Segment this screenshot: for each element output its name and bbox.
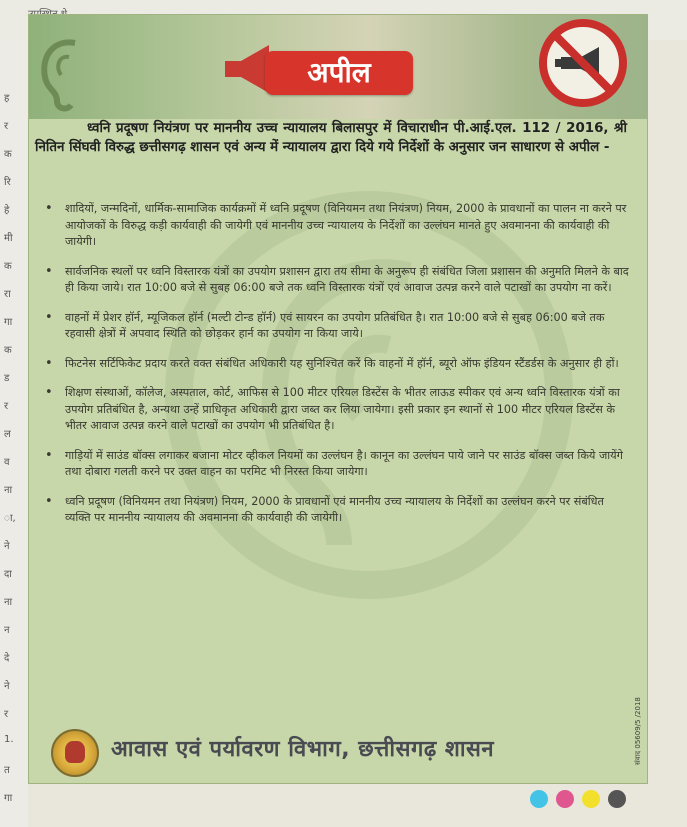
left-column-fragment: र: [4, 121, 9, 132]
left-column-fragment: ने: [4, 681, 10, 692]
left-column-fragment: 1.: [4, 734, 14, 745]
registration-dot: [582, 790, 600, 808]
appeal-point: [43, 201, 633, 251]
state-emblem-icon: [51, 729, 99, 777]
left-column-fragment: र: [4, 401, 9, 412]
left-column-fragment: ह: [4, 93, 10, 104]
ad-footer: [49, 727, 629, 777]
department-name: आवास एवं पर्यावरण विभाग, छत्तीसगढ़ शासन: [111, 737, 495, 762]
left-column-fragment: त: [4, 765, 10, 776]
left-column-fragment: ा,: [4, 513, 16, 524]
left-column-fragment: मी: [4, 233, 13, 244]
appeal-point-text: शिक्षण संस्थाओं, कॉलेज, अस्पताल, कोर्ट, आफिस से 100 मीटर एरियल डिस्टेंस के भीतर लाऊड स्पीकर एवं अन्य ध्वनि विस्तारक यंत्रों का उपयोग प्रतिबंधित है, अन्यथा उन्हें प्राधिकृत अधिकारी द्वारा जब्त कर लिया जायेगा। इसी प्रकार इन स्थानों से 100 मीटर एरियल डिस्टेंस के भीतर आवाज उत्पन्न करने वाले पटाखों का उपयोग भी प्रतिबंधित है।: [65, 386, 620, 432]
left-column-fragment: क: [4, 261, 12, 272]
left-column-fragment: ना: [4, 485, 13, 496]
bullet-icon: •: [45, 355, 53, 371]
appeal-point-text: फिटनेस सर्टिफिकेट प्रदाय करते वक्त संबंधित अधिकारी यह सुनिश्चित करें कि वाहनों में हॉर्न, ब्यूरो ऑफ इंडियन स्टैंडर्डस के अनुसार ही हों।: [65, 356, 619, 370]
left-column-fragment: ल: [4, 429, 11, 440]
appeal-intro-text: ध्वनि प्रदूषण नियंत्रण पर माननीय उच्च न्यायालय बिलासपुर में विचाराधीन पी.आई.एल. 112 / 2016, श्री नितिन सिंघवी विरुद्ध छत्तीसगढ़ शासन एवं अन्य में न्यायालय द्वारा दिये गये निर्देशों के अनुसार जन साधारण से अपील -: [35, 121, 627, 155]
left-column-fragment: रि: [4, 177, 11, 188]
appeal-point-text: शादियों, जन्मदिनों, धार्मिक-सामाजिक कार्यक्रमों में ध्वनि प्रदूषण (विनियमन तथा नियंत्रण) नियम, 2000 के प्रावधानों का पालन ना करने पर आयोजकों के विरुद्ध कड़ी कार्यवाही की जायेगी एवं माननीय उच्च न्यायालय के निर्देशों का उल्लंघन मानते हुए अवमानना की कार्यवाही की जायेगी।: [65, 202, 627, 248]
registration-dot: [530, 790, 548, 808]
bullet-icon: •: [45, 263, 53, 279]
left-column-fragment: ड: [4, 373, 10, 384]
left-column-fragment: न: [4, 625, 10, 636]
left-column-fragment: क: [4, 345, 12, 356]
left-column-fragment: हे: [4, 205, 10, 216]
ad-header: [29, 15, 648, 119]
newspaper-left-column: [0, 40, 28, 827]
appeal-point: [43, 356, 633, 373]
appeal-point-text: ध्वनि प्रदूषण (विनियमन तथा नियंत्रण) नियम, 2000 के प्रावधानों एवं माननीय उच्च न्यायालय के निर्देशों का उल्लंघन करने पर संबंधित व्यक्ति पर माननीय न्यायालय की अवमानना की कार्यवाही की जायेगी।: [65, 494, 604, 524]
no-horn-icon: [537, 17, 629, 109]
appeal-point: [43, 385, 633, 435]
bullet-icon: •: [45, 201, 53, 216]
side-credit-text: संवाद 05609/5 /2018: [634, 697, 642, 765]
appeal-point-text: वाहनों में प्रेशर हॉर्न, म्यूजिकल हॉर्न (मल्टी टोन्ड हॉर्न) एवं सायरन का उपयोग प्रतिबंधित है। रात 10:00 बजे से सुबह 06:00 बजे तक रहवासी क्षेत्रों में अपवाद स्थिति को छोड़कर हार्न का उपयोग ना किया जाये।: [65, 310, 605, 340]
left-column-fragment: ना: [4, 597, 13, 608]
appeal-point: [43, 310, 633, 343]
ear-icon: [35, 35, 95, 113]
appeal-point-text: गाड़ियों में साउंड बॉक्स लगाकर बजाना मोटर व्हीकल नियमों का उल्लंघन है। कानून का उल्लंघन पाये जाने पर साउंड बॉक्स जब्त किये जायेंगे तथा दोबारा गलती करने पर उक्त वाहन का परमिट भी निरस्त किया जायेगा।: [65, 448, 623, 478]
left-column-fragment: दे: [4, 653, 10, 664]
registration-dots: [530, 790, 670, 810]
bullet-icon: •: [45, 493, 53, 509]
bullet-icon: •: [45, 309, 53, 325]
bullet-icon: •: [45, 447, 53, 463]
appeal-point: [43, 264, 633, 297]
appeal-intro: [35, 119, 627, 157]
appeal-points-list: [43, 201, 633, 540]
left-column-fragment: ने: [4, 541, 10, 552]
left-column-fragment: र: [4, 709, 9, 720]
appeal-point-text: सार्वजनिक स्थलों पर ध्वनि विस्तारक यंत्रों का उपयोग प्रशासन द्वारा तय सीमा के अनुरूप ही संबंधित जिला प्रशासन की अनुमति मिलने के बाद ही किया जाये। रात 10:00 बजे से सुबह 06:00 बजे तक ध्वनि विस्तारक यंत्रों एवं आवाज उत्पन्न करने वाले पटाखों का उपयोग ना करें।: [65, 264, 629, 294]
bullet-icon: •: [45, 385, 53, 400]
left-column-fragment: क: [4, 149, 12, 160]
appeal-point: [43, 494, 633, 527]
registration-dot: [608, 790, 626, 808]
left-column-fragment: गा: [4, 793, 13, 804]
left-column-fragment: दा: [4, 569, 12, 580]
left-column-fragment: व: [4, 457, 10, 468]
left-column-fragment: गा: [4, 317, 13, 328]
appeal-advertisement: [28, 14, 648, 784]
left-column-fragment: रा: [4, 289, 11, 300]
appeal-point: [43, 448, 633, 481]
registration-dot: [556, 790, 574, 808]
appeal-title: अपील: [265, 51, 413, 95]
